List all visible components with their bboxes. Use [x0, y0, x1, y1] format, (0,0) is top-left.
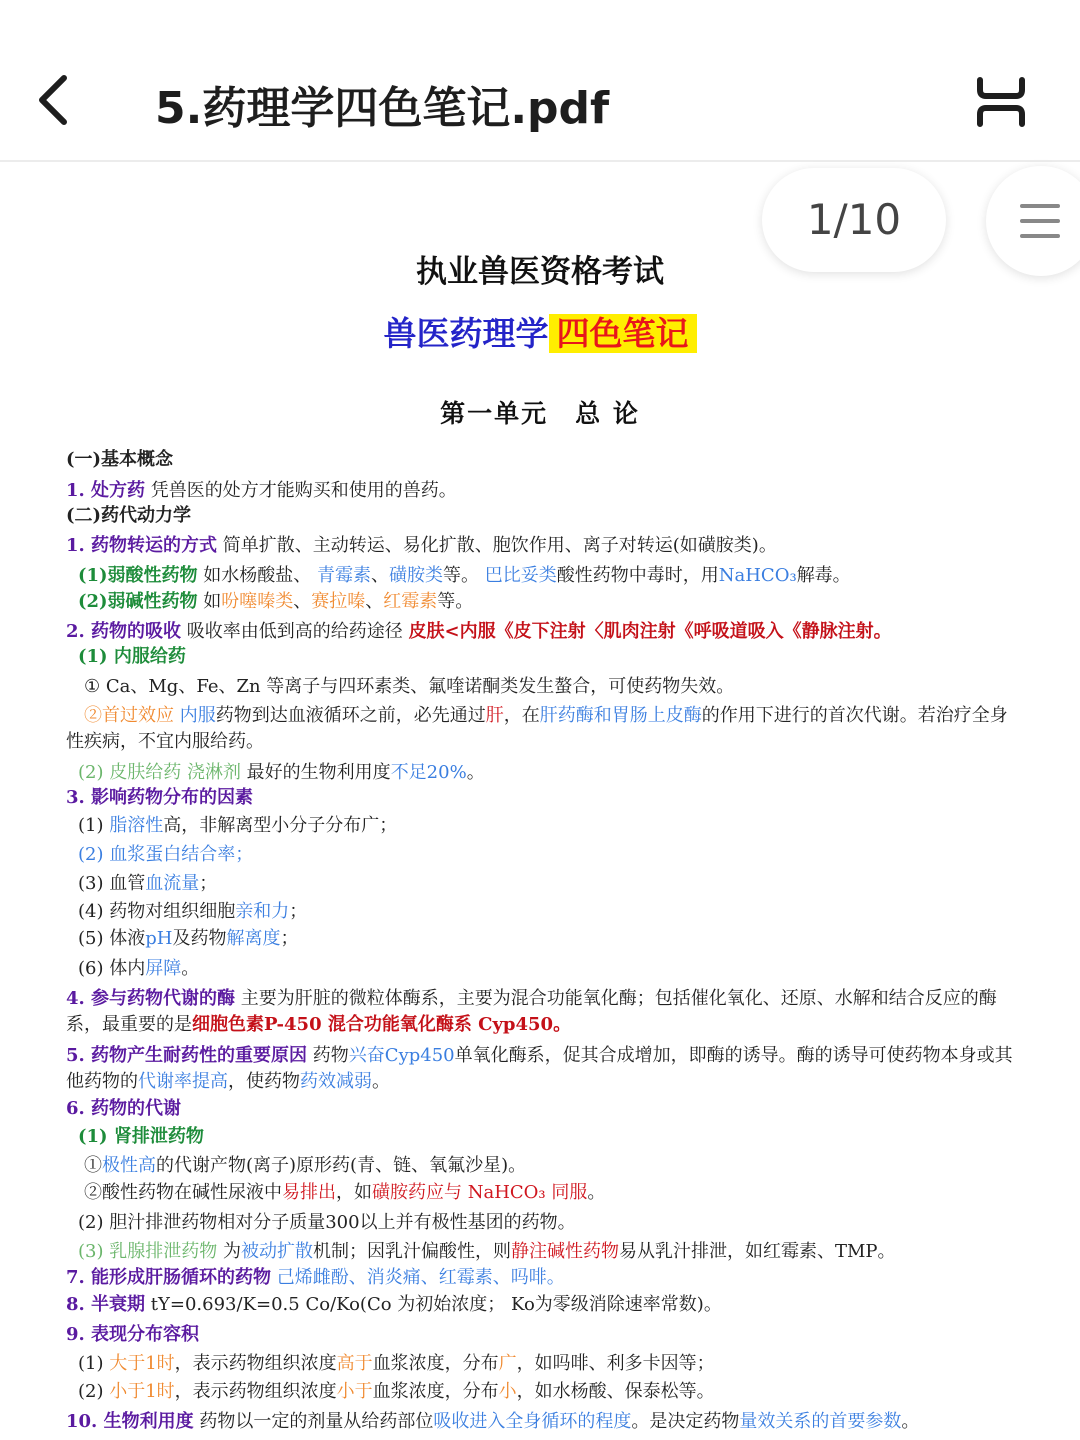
line-13-text-0: (2) 血浆蛋白结合率；: [78, 844, 254, 865]
line-27-text-1: tY=0.693/K=0.5 Co/Ko(Co 为初始浓度； Ko为零级消除速率常数)。: [145, 1294, 722, 1315]
line-29-text-5: 广: [498, 1353, 517, 1374]
line-8: [84, 675, 1044, 699]
line-4-text-1: 如水杨酸盐、: [197, 565, 318, 586]
line-5-text-2: 吩噻嗪类: [221, 591, 294, 612]
line-14: [78, 872, 1038, 896]
line-30-text-6: ，如水杨酸、保泰松等。: [516, 1381, 715, 1402]
line-1-text-0: 1. 处方药: [66, 480, 146, 501]
line-21: [78, 1125, 1038, 1149]
line-23-text-0: ②酸性药物在碱性尿液中: [84, 1182, 282, 1203]
line-17-text-0: (6) 体内: [78, 958, 146, 979]
line-6-text-1: 吸收率由低到高的给药途径: [181, 621, 409, 642]
line-5-text-0: (2)弱碱性药物: [78, 591, 198, 612]
line-7: [78, 645, 1038, 669]
line-30-text-0: (2): [78, 1381, 110, 1402]
line-18-text-0: 4. 参与药物代谢的酶: [66, 988, 236, 1009]
line-10-text-1: 最好的生物利用度: [240, 762, 391, 783]
line-9-text-2: 内服: [179, 705, 216, 726]
line-12-text-2: 高，非解离型小分子分布广；: [163, 815, 398, 836]
line-0: [66, 448, 1026, 472]
line-25: [78, 1240, 1038, 1264]
line-28-text-0: 9. 表现分布容积: [66, 1324, 200, 1345]
line-9-text-5: ，在: [503, 705, 540, 726]
line-23-text-4: 。: [587, 1182, 606, 1203]
notes-title-highlight: 四色笔记: [549, 314, 697, 353]
line-19-text-2: 兴奋Cyp450: [348, 1045, 455, 1066]
line-23-text-2: ，如: [336, 1182, 372, 1203]
line-31-text-5: 。: [901, 1411, 920, 1432]
line-26-text-2: 己烯雌酚、消炎痛、红霉素、吗啡。: [276, 1267, 565, 1288]
line-14-text-2: ；: [199, 873, 218, 894]
pdf-page: [0, 162, 1080, 1440]
back-button[interactable]: [30, 70, 80, 130]
page-indicator[interactable]: 1/10: [762, 168, 946, 272]
line-16-text-3: 解离度: [226, 928, 281, 949]
line-22-text-1: 极性高: [102, 1155, 156, 1176]
line-5-text-6: 红霉素: [383, 591, 438, 612]
line-9-text-6: 肝药酶和胃肠上皮酶: [539, 705, 702, 726]
line-30-text-1: 小于1时: [109, 1381, 175, 1402]
line-31-text-1: 药物以一定的剂量从给药部位: [193, 1411, 434, 1432]
expand-button[interactable]: [972, 76, 1030, 128]
line-4-text-4: 磺胺类: [389, 565, 444, 586]
line-19-text-1: 药物: [307, 1045, 349, 1066]
line-19-text-3: 单氧化酶系，促其合成增加，即酶的诱导。酶的诱导可使药物本身或其他药物的: [66, 1045, 1013, 1092]
line-6-text-2: 皮肤<内服《皮下注射〈肌肉注射《呼吸道吸入《静脉注射。: [408, 621, 892, 642]
line-17-text-2: 。: [181, 958, 200, 979]
line-17: [78, 957, 1038, 981]
line-25-text-3: 机制；因乳汁偏酸性，则: [312, 1241, 511, 1262]
line-9-text-3: 药物到达血液循环之前，必先通过: [215, 705, 486, 726]
line-18: [66, 986, 1016, 1038]
document-title: 5.药理学四色笔记.pdf: [155, 83, 610, 134]
line-19: [66, 1043, 1016, 1095]
line-9: [66, 703, 1016, 755]
line-9-text-7: 的作用下进行的首次代谢。若治疗全身性疾病，不宜内服给药。: [66, 705, 1008, 752]
line-26: [66, 1266, 1026, 1290]
line-29-text-4: 血浆浓度，分布: [372, 1353, 499, 1374]
line-4-text-5: 等。: [443, 565, 485, 586]
line-5-text-5: 、: [365, 591, 384, 612]
line-6-text-0: 2. 药物的吸收: [66, 621, 182, 642]
line-30: [78, 1380, 1038, 1404]
line-2-text-0: (二)药代动力学: [66, 505, 192, 526]
line-19-text-6: 药效减弱: [300, 1071, 372, 1092]
line-25-text-4: 静注碱性药物: [510, 1241, 619, 1262]
line-4-text-2: 青霉素: [317, 565, 372, 586]
line-19-text-7: 。: [372, 1071, 390, 1092]
line-15: [78, 900, 1038, 924]
line-0-text-0: (一)基本概念: [66, 449, 174, 470]
line-21-text-0: (1) 肾排泄药物: [78, 1126, 204, 1147]
line-3-text-1: 简单扩散、主动转运、易化扩散、胞饮作用、离子对转运(如磺胺类)。: [217, 535, 777, 556]
line-3: [66, 534, 1026, 558]
line-31: [66, 1410, 1026, 1434]
line-10: [78, 761, 1038, 785]
line-23: [84, 1181, 1044, 1205]
line-4-text-0: (1)弱酸性药物: [78, 565, 198, 586]
line-16-text-2: 及药物: [172, 928, 227, 949]
line-23-text-1: 易排出: [282, 1182, 336, 1203]
notes-title: [0, 308, 1080, 355]
line-2: [66, 504, 1026, 528]
line-5-text-1: 如: [197, 591, 222, 612]
line-22-text-2: 的代谢产物(离子)原形药(青、链、氧氟沙星)。: [156, 1155, 527, 1176]
line-29-text-1: 大于1时: [109, 1353, 175, 1374]
line-5-text-3: 、: [293, 591, 312, 612]
line-22: [84, 1154, 1044, 1178]
line-15-text-1: 亲和力: [235, 901, 290, 922]
top-bar: [0, 0, 1080, 162]
line-30-text-5: 小: [498, 1381, 517, 1402]
line-9-text-4: 肝: [485, 705, 504, 726]
chevron-left-icon: [30, 70, 80, 130]
line-12: [78, 814, 1038, 838]
line-31-text-4: 量效关系的首要参数: [739, 1411, 902, 1432]
line-25-text-0: (3) 乳腺排泄药物: [78, 1241, 218, 1262]
line-27-text-0: 8. 半衰期: [66, 1294, 146, 1315]
line-18-text-1: 主要为肝脏的微粒体酶系，主要为混合功能氧化酶；包括催化氧化、还原、水解和结合反应的酶系，最重要的是: [66, 988, 997, 1035]
line-31-text-0: 10. 生物利用度: [66, 1411, 194, 1432]
notes-title-main: 兽医药理学: [383, 314, 549, 353]
line-29-text-3: 高于: [336, 1353, 373, 1374]
line-19-text-0: 5. 药物产生耐药性的重要原因: [66, 1045, 308, 1066]
line-5-text-7: 等。: [437, 591, 474, 612]
line-3-text-0: 1. 药物转运的方式: [66, 535, 218, 556]
line-4-text-9: 解毒。: [796, 565, 851, 586]
line-5: [78, 590, 1038, 614]
line-5-text-4: 赛拉嗪: [311, 591, 366, 612]
exam-title: 执业兽医资格考试: [416, 254, 664, 290]
line-30-text-3: 小于: [336, 1381, 373, 1402]
line-25-text-2: 被动扩散: [240, 1241, 313, 1262]
line-15-text-0: (4) 药物对组织细胞: [78, 901, 236, 922]
line-24-text-0: (2) 胆汁排泄药物相对分子质量300以上并有极性基团的药物。: [78, 1212, 576, 1233]
line-6: [66, 620, 1026, 644]
line-16-text-0: (5) 体液: [78, 928, 146, 949]
line-16: [78, 927, 1038, 951]
line-1-text-1: 凭兽医的处方才能购买和使用的兽药。: [145, 480, 457, 501]
line-11-text-0: 3. 影响药物分布的因素: [66, 787, 254, 808]
line-10-text-2: 不足20%: [390, 762, 467, 783]
line-12-text-0: (1): [78, 815, 110, 836]
line-12-text-1: 脂溶性: [109, 815, 164, 836]
line-29-text-0: (1): [78, 1353, 110, 1374]
line-14-text-0: (3) 血管: [78, 873, 146, 894]
line-25-text-5: 易从乳汁排泄，如红霉素、TMP。: [618, 1241, 896, 1262]
line-29-text-2: ，表示药物组织浓度: [174, 1353, 337, 1374]
line-15-text-2: ；: [289, 901, 308, 922]
line-19-text-4: 代谢率提高: [138, 1071, 228, 1092]
line-1: [66, 479, 1026, 503]
line-24: [78, 1211, 1038, 1235]
line-30-text-2: ，表示药物组织浓度: [174, 1381, 337, 1402]
line-9-text-0: ②首过效应: [84, 705, 174, 726]
line-31-text-3: 。是决定药物: [631, 1411, 740, 1432]
line-16-text-4: ；: [280, 928, 299, 949]
line-29-text-6: ，如吗啡、利多卡因等；: [516, 1353, 715, 1374]
line-26-text-0: 7. 能形成肝肠循环的药物: [66, 1267, 272, 1288]
line-4-text-7: 酸性药物中毒时，用: [556, 565, 719, 586]
line-17-text-1: 屏障: [145, 958, 182, 979]
line-4-text-8: NaHCO₃: [718, 565, 797, 586]
line-10-text-3: 。: [466, 762, 485, 783]
line-31-text-2: 吸收进入全身循环的程度: [433, 1411, 632, 1432]
line-11: [66, 786, 1026, 810]
line-18-text-2: 细胞色素P-450 混合功能氧化酶系 Cyp450。: [192, 1014, 572, 1035]
line-10-text-0: (2) 皮肤给药 浇淋剂: [78, 762, 241, 783]
line-4-text-6: 巴比妥类: [484, 565, 557, 586]
line-4: [78, 564, 1038, 588]
unit-heading: 第一单元 总 论: [440, 399, 640, 428]
line-28: [66, 1323, 1026, 1347]
line-19-text-5: ，使药物: [228, 1071, 300, 1092]
line-29: [78, 1352, 1038, 1376]
line-23-text-3: 磺胺药应与 NaHCO₃ 同服: [372, 1182, 588, 1203]
line-7-text-0: (1) 内服给药: [78, 646, 186, 667]
line-14-text-1: 血流量: [145, 873, 200, 894]
line-8-text-0: ① Ca、Mg、Fe、Zn 等离子与四环素类、氟喹诺酮类发生螯合，可使药物失效。: [84, 676, 735, 697]
line-27: [66, 1293, 1026, 1317]
expand-icon: [972, 76, 1030, 128]
line-25-text-1: 为: [217, 1241, 241, 1262]
line-30-text-4: 血浆浓度，分布: [372, 1381, 499, 1402]
line-20-text-0: 6. 药物的代谢: [66, 1098, 182, 1119]
line-4-text-3: 、: [371, 565, 390, 586]
line-16-text-1: pH: [145, 928, 173, 949]
line-13: [78, 843, 1038, 867]
line-22-text-0: ①: [84, 1155, 102, 1176]
line-20: [66, 1097, 1026, 1121]
